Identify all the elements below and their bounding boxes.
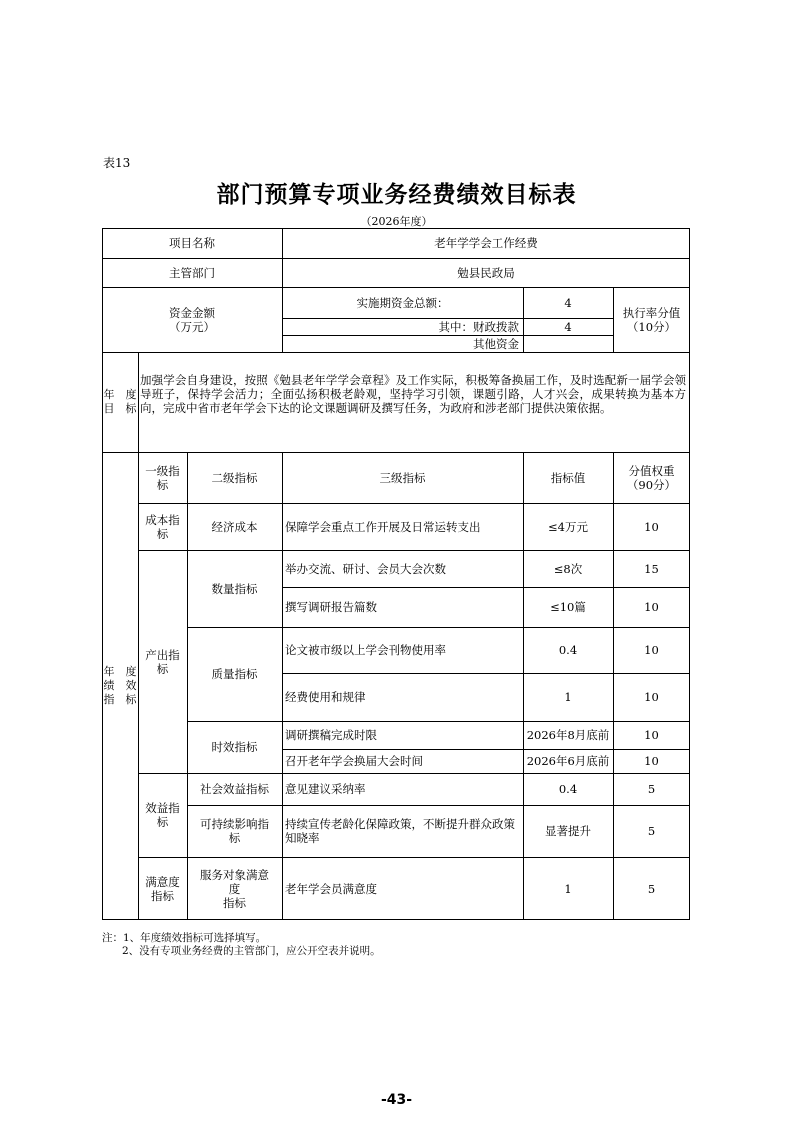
fiscal-year: （2026年度） — [360, 215, 433, 228]
document-title: 部门预算专项业务经费绩效目标表 — [216, 182, 577, 208]
cost-indicator-label: 成本指 标 — [145, 512, 180, 541]
indicator-name: 论文被市级以上学会刊物使用率 — [285, 643, 446, 657]
total-funds-value: 4 — [564, 295, 572, 310]
table-number: 表13 — [103, 156, 131, 170]
indicator-name: 保障学会重点工作开展及日常运转支出 — [285, 519, 481, 534]
indicator-value: 显著提升 — [545, 824, 591, 838]
service-satisfaction-label: 服务对象满意 度 指标 — [200, 867, 269, 910]
indicator-weight: 10 — [644, 728, 659, 742]
quality-indicator-label: 质量指标 — [211, 667, 258, 681]
project-name-label: 项目名称 — [169, 236, 215, 250]
indicator-name: 老年学会员满意度 — [285, 881, 377, 896]
footnote-1: 注：1、年度绩效指标可选择填写。 — [102, 932, 267, 944]
indicator-weight: 10 — [644, 643, 659, 657]
funds-label: 资金金额 （万元） — [169, 305, 215, 334]
timeliness-indicator-label: 时效指标 — [211, 740, 258, 754]
indicator-weight: 5 — [647, 881, 656, 896]
indicator-name: 举办交流、研讨、会员大会次数 — [285, 561, 446, 576]
indicator-weight: 10 — [644, 690, 659, 704]
economic-cost-label: 经济成本 — [211, 519, 258, 534]
indicator-value: 2026年8月底前 — [526, 728, 610, 742]
department-label: 主管部门 — [169, 265, 215, 280]
header-level2: 二级指标 — [211, 470, 258, 485]
annual-goal-text: 加强学会自身建设，按照《勉县老年学学会章程》及工作实际，积极筹备换届工作，及时选配新一届学会领导班子，保持学会活力；全面弘扬积极老龄观，坚持学习引领，课题引路，人才兴会，成果转换为基本方向，完成中省市老年学会下达的论文课题调研及撰写任务，为政府和涉老部门提供决策依据。 — [140, 373, 686, 415]
indicator-value: ≤8次 — [553, 561, 583, 576]
other-funds-label: 其他资金 — [473, 336, 519, 351]
indicator-name: 持续宣传老龄化保障政策，不断提升群众政策知晓率 — [285, 817, 515, 845]
page-number: -43- — [380, 1092, 413, 1108]
indicator-value: 1 — [564, 881, 572, 896]
project-name-value: 老年学学会工作经费 — [434, 236, 538, 250]
quantity-indicator-label: 数量指标 — [211, 581, 258, 596]
indicator-value: ≤10篇 — [550, 600, 586, 614]
indicator-name: 撰写调研报告篇数 — [285, 600, 377, 614]
fiscal-funds-value: 4 — [564, 319, 572, 334]
indicator-name: 意见建议采纳率 — [285, 782, 366, 796]
footnote-2: 2、没有专项业务经费的主管部门，应公开空表并说明。 — [122, 945, 381, 957]
indicator-weight: 10 — [644, 600, 659, 614]
indicator-weight: 10 — [644, 519, 659, 534]
indicator-value: 1 — [564, 690, 572, 704]
annual-goal-label: 年 度 目 标 — [103, 388, 137, 415]
indicator-weight: 15 — [644, 561, 659, 576]
table-rule — [102, 352, 690, 353]
indicator-value: ≤4万元 — [548, 519, 588, 534]
social-benefit-label: 社会效益指标 — [200, 782, 269, 796]
satisfaction-indicator-label: 满意度 指标 — [145, 874, 180, 903]
other-funds-value — [523, 335, 613, 352]
total-funds-label: 实施期资金总额： — [356, 295, 449, 310]
indicator-value: 0.4 — [558, 782, 578, 796]
fiscal-funds-label: 其中：财政拨款 — [438, 319, 519, 334]
output-indicator-label: 产出指 标 — [145, 647, 180, 676]
sustainable-impact-label: 可持续影响指 标 — [200, 817, 269, 845]
header-value: 指标值 — [550, 470, 586, 485]
indicator-value: 2026年6月底前 — [526, 754, 610, 768]
header-level1: 一级指 标 — [145, 463, 180, 492]
indicator-name: 召开老年学会换届大会时间 — [285, 754, 423, 768]
indicator-name: 调研撰稿完成时限 — [285, 728, 377, 742]
benefit-indicator-label: 效益指 标 — [145, 801, 180, 829]
indicator-weight: 10 — [644, 754, 659, 768]
indicator-name: 经费使用和规律 — [285, 690, 366, 704]
header-weight: 分值权重 （90分） — [626, 463, 677, 492]
indicator-value: 0.4 — [558, 643, 578, 657]
execution-rate-score: 执行率分值 （10分） — [622, 305, 681, 334]
footnotes — [102, 932, 381, 958]
department-value: 勉县民政局 — [457, 265, 515, 280]
performance-indicators-label: 年 度 绩 效 指 标 — [103, 665, 137, 706]
indicator-weight: 5 — [647, 782, 656, 796]
header-level3: 三级指标 — [379, 470, 426, 485]
indicator-weight: 5 — [647, 824, 656, 838]
